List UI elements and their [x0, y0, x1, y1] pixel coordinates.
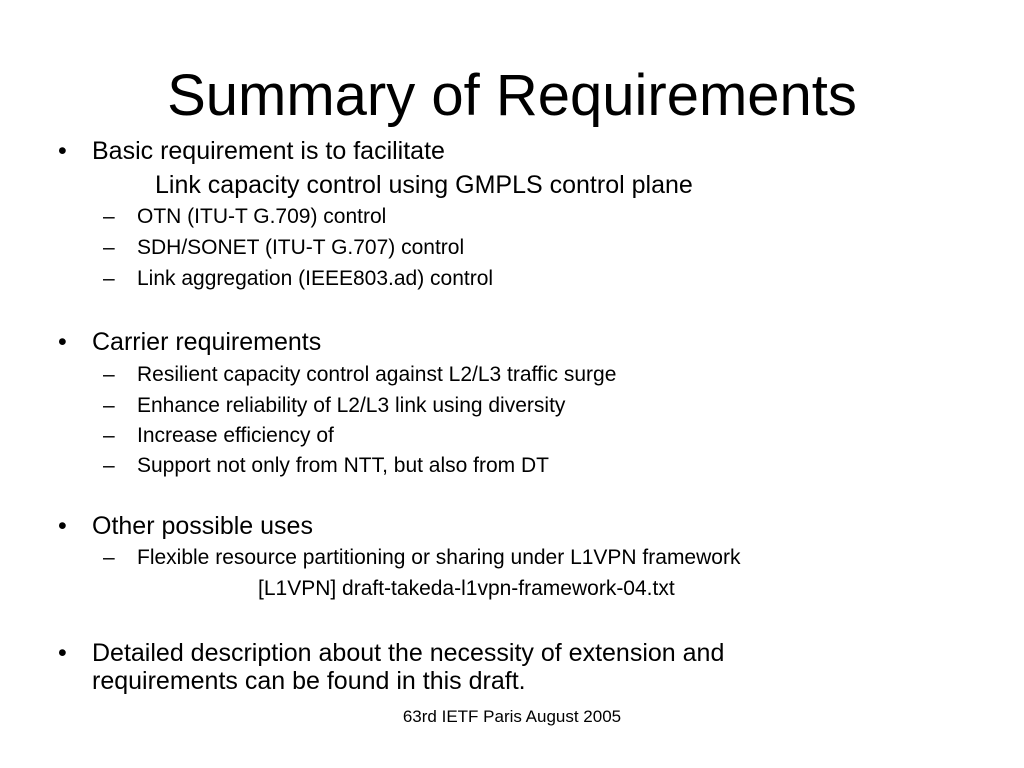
bullet-detailed-description-line1: Detailed description about the necessity of extension and [92, 639, 725, 667]
sub-item-link-aggregation: Link aggregation (IEEE803.ad) control [137, 267, 494, 290]
dash-icon: – [103, 267, 115, 290]
sub-item-enhance-reliability: Enhance reliability of L2/L3 link using diversity [137, 394, 566, 417]
sub-item-resilient-capacity: Resilient capacity control against L2/L3 traffic surge [137, 363, 617, 386]
bullet-icon: • [58, 512, 67, 540]
dash-icon: – [103, 236, 115, 259]
bullet-icon: • [58, 639, 67, 667]
sub-item-increase-efficiency: Increase efficiency of [137, 424, 334, 447]
dash-icon: – [103, 394, 115, 417]
bullet-basic-requirement: Basic requirement is to facilitate [92, 137, 445, 165]
sub-item-support-ntt-dt: Support not only from NTT, but also from DT [137, 454, 549, 477]
sub-item-sdh-sonet: SDH/SONET (ITU-T G.707) control [137, 236, 465, 259]
dash-icon: – [103, 424, 115, 447]
sub-item-flexible-resource: Flexible resource partitioning or sharing under L1VPN framework [137, 546, 741, 569]
dash-icon: – [103, 363, 115, 386]
sub-item-otn: OTN (ITU-T G.709) control [137, 205, 387, 228]
slide-title: Summary of Requirements [167, 63, 857, 128]
slide-footer: 63rd IETF Paris August 2005 [402, 707, 622, 726]
dash-icon: – [103, 205, 115, 228]
bullet-icon: • [58, 137, 67, 165]
dash-icon: – [103, 454, 115, 477]
bullet-other-uses: Other possible uses [92, 512, 313, 540]
bullet-icon: • [58, 328, 67, 356]
bullet-carrier-requirements: Carrier requirements [92, 328, 322, 356]
dash-icon: – [103, 546, 115, 569]
reference-draft: [L1VPN] draft-takeda-l1vpn-framework-04.txt [258, 577, 675, 600]
bullet-basic-requirement-continuation: Link capacity control using GMPLS control plane [155, 171, 693, 199]
bullet-detailed-description-line2: requirements can be found in this draft. [92, 667, 526, 695]
